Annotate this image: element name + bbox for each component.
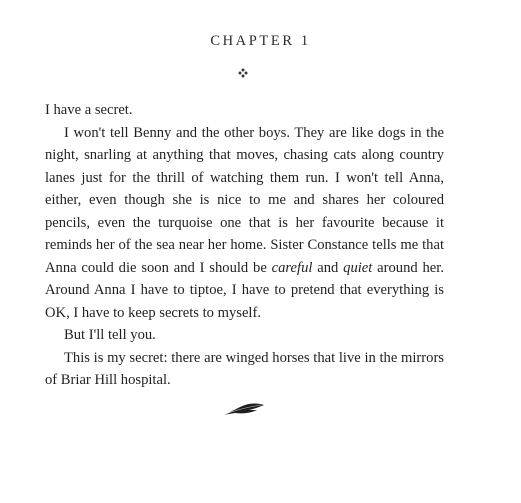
paragraph-3: But I'll tell you. — [64, 327, 156, 343]
paragraph-2-text: I won't tell Benny and the other boys. They are like dogs in the night, snarling at anything that moves, chasing cats along country lanes just for the thrill of watching them run. I won't tell Anna, either, even though she is nice to me and shares her coloured pencils, even the turquoise one that is her favourite because it reminds her of the sea near her home. Sister Constance tells me that Anna could die soon and I should be — [45, 124, 444, 276]
paragraph-2-tail: around her. Around Anna I have to tiptoe, I have to pretend that everything is OK, I have to keep secrets to myself. — [45, 259, 444, 321]
paragraph-4: This is my secret: there are winged horses that live in the mirrors of Briar Hill hospital. — [45, 349, 444, 388]
paragraph-2-between: and — [312, 259, 344, 276]
chapter-heading: CHAPTER 1 — [210, 33, 311, 49]
feather-icon — [223, 402, 265, 416]
paragraph-2 — [45, 122, 444, 325]
emphasis-quiet: quiet — [343, 259, 373, 276]
diamond-dots-icon — [238, 68, 248, 78]
paragraph-1: I have a secret. — [45, 102, 133, 118]
chapter-body — [45, 99, 444, 392]
emphasis-careful: careful — [271, 259, 313, 276]
